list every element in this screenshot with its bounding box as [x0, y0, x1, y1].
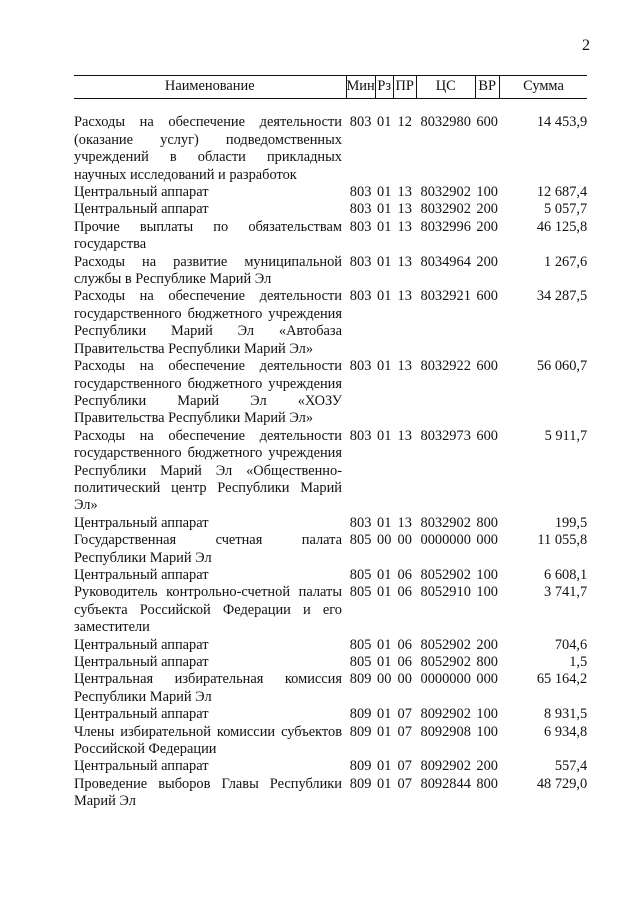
row-rz: 01	[377, 636, 392, 653]
row-min: 805	[349, 654, 372, 670]
row-name: Центральная избирательная комиссия Республики Марий Эл	[74, 671, 342, 705]
row-sum: 5 057,7	[544, 201, 588, 218]
row-name: Проведение выборов Главы Республики Марий Эл	[74, 775, 342, 810]
table-row	[74, 584, 587, 636]
row-rz: 01	[377, 201, 392, 218]
row-rz: 01	[377, 566, 392, 583]
row-vr: 200	[476, 253, 498, 270]
row-cs: 8032922	[420, 358, 471, 375]
row-cs: 8092908	[420, 723, 471, 740]
row-rz: 01	[377, 288, 392, 305]
page-number: 2	[582, 37, 590, 54]
row-sum: 199,5	[554, 514, 588, 531]
table-header-row	[74, 76, 587, 99]
row-pr: 07	[397, 775, 412, 792]
row-sum: 48 729,0	[536, 775, 588, 792]
row-vr: 000	[476, 532, 498, 549]
table-row	[74, 288, 587, 358]
row-rz: 01	[377, 723, 392, 740]
row-cs: 8052902	[420, 636, 471, 653]
row-pr: 00	[397, 671, 412, 688]
table-row	[74, 724, 587, 759]
row-name: Центральный аппарат	[74, 758, 209, 775]
row-rz: 00	[377, 532, 392, 549]
header-pr: ПР	[393, 76, 416, 99]
row-pr: 06	[397, 636, 412, 653]
table-row	[74, 358, 587, 428]
row-name: Члены избирательной комиссии субъектов Российской Федерации	[74, 723, 342, 758]
row-pr: 13	[397, 253, 412, 270]
row-vr: 100	[476, 723, 498, 740]
row-cs: 8032902	[420, 514, 471, 531]
row-cs: 8032996	[420, 218, 471, 235]
row-cs: 8032973	[420, 427, 471, 444]
row-vr: 200	[476, 636, 498, 653]
row-rz: 01	[377, 584, 392, 601]
row-rz: 00	[377, 671, 392, 688]
row-vr: 600	[476, 358, 498, 375]
row-min: 805	[349, 636, 372, 653]
table-row	[74, 515, 587, 532]
row-vr: 600	[476, 427, 498, 444]
row-min: 803	[349, 514, 372, 531]
row-name: Центральный аппарат	[74, 514, 209, 531]
table-row	[74, 219, 587, 254]
row-sum: 704,6	[554, 636, 588, 653]
row-cs: 8032902	[420, 184, 471, 201]
row-vr: 600	[476, 288, 498, 305]
row-rz: 01	[377, 427, 392, 444]
row-sum: 557,4	[554, 758, 588, 775]
row-pr: 13	[397, 427, 412, 444]
row-name: Центральный аппарат	[74, 706, 209, 723]
table-row	[74, 184, 587, 201]
table-row	[74, 254, 587, 289]
row-name: Государственная счетная палата Республики Марий Эл	[74, 532, 342, 566]
row-rz: 01	[377, 706, 392, 723]
row-vr: 000	[476, 671, 498, 688]
row-rz: 01	[377, 218, 392, 235]
row-min: 803	[349, 288, 372, 305]
row-pr: 07	[397, 758, 412, 775]
row-cs: 8052910	[420, 584, 471, 601]
row-sum: 14 453,9	[536, 114, 588, 131]
row-pr: 13	[397, 358, 412, 375]
header-rz: Рз	[375, 76, 393, 99]
row-min: 809	[349, 723, 372, 740]
row-cs: 8032980	[420, 114, 471, 131]
table-row	[74, 654, 587, 671]
row-min: 803	[349, 201, 372, 218]
row-name: Расходы на развитие муниципальной службы в Республике Марий Эл	[74, 253, 342, 288]
row-min: 803	[349, 114, 372, 131]
header-vr: ВР	[475, 76, 499, 99]
header-cs: ЦС	[416, 76, 475, 99]
row-pr: 07	[397, 706, 412, 723]
row-vr: 600	[476, 114, 498, 131]
row-pr: 06	[397, 654, 412, 670]
row-cs: 8052902	[420, 566, 471, 583]
row-sum: 1 267,6	[544, 253, 588, 270]
row-name: Центральный аппарат	[74, 566, 209, 583]
row-cs: 8092902	[420, 706, 471, 723]
row-sum: 8 931,5	[544, 706, 588, 723]
row-cs: 8034964	[420, 253, 471, 270]
row-rz: 01	[377, 114, 392, 131]
row-sum: 65 164,2	[536, 671, 588, 688]
row-name: Прочие выплаты по обязательствам государства	[74, 218, 342, 253]
row-min: 803	[349, 358, 372, 375]
row-vr: 200	[476, 758, 498, 775]
table-body	[74, 99, 587, 811]
row-cs: 8032902	[420, 201, 471, 218]
row-vr: 800	[476, 514, 498, 531]
row-rz: 01	[377, 184, 392, 201]
row-vr: 100	[476, 184, 498, 201]
row-sum: 11 055,8	[537, 532, 588, 549]
row-vr: 800	[476, 775, 498, 792]
row-vr: 200	[476, 218, 498, 235]
row-cs: 0000000	[420, 532, 471, 549]
row-cs: 8052902	[420, 654, 471, 670]
row-sum: 34 287,5	[536, 288, 588, 305]
row-pr: 06	[397, 584, 412, 601]
row-cs: 0000000	[420, 671, 471, 688]
row-vr: 100	[476, 584, 498, 601]
table-row	[74, 567, 587, 584]
row-pr: 13	[397, 201, 412, 218]
table-row	[74, 637, 587, 654]
row-cs: 8032921	[420, 288, 471, 305]
row-rz: 01	[377, 654, 392, 670]
table-row	[74, 758, 587, 775]
row-min: 805	[349, 532, 372, 549]
row-name: Расходы на обеспечение деятельности государственного бюджетного учреждения Республики Марий Эл «Общественно-политический центр Республики Марий Эл»	[74, 427, 342, 514]
row-name: Центральный аппарат	[74, 184, 209, 201]
table-row	[74, 99, 587, 184]
row-pr: 13	[397, 218, 412, 235]
row-pr: 13	[397, 288, 412, 305]
row-rz: 01	[377, 758, 392, 775]
row-name: Центральный аппарат	[74, 201, 209, 218]
row-rz: 01	[377, 358, 392, 375]
row-sum: 46 125,8	[536, 218, 588, 235]
row-min: 803	[349, 253, 372, 270]
table-row	[74, 706, 587, 723]
row-vr: 100	[476, 566, 498, 583]
row-min: 803	[349, 427, 372, 444]
row-pr: 13	[397, 184, 412, 201]
row-rz: 01	[377, 775, 392, 792]
row-sum: 6 608,1	[544, 566, 588, 583]
row-name: Расходы на обеспечение деятельности государственного бюджетного учреждения Республики Марий Эл «Автобаза Правительства Республики Марий Эл»	[74, 288, 342, 357]
row-cs: 8092902	[420, 758, 471, 775]
row-vr: 800	[476, 654, 498, 670]
row-name: Расходы на обеспечение деятельности (оказание услуг) подведомственных учреждений в области прикладных научных исследований и разработок	[74, 114, 342, 183]
row-pr: 13	[397, 514, 412, 531]
row-min: 803	[349, 184, 372, 201]
row-vr: 200	[476, 201, 498, 218]
row-min: 809	[349, 775, 372, 792]
row-vr: 100	[476, 706, 498, 723]
table-row	[74, 532, 587, 567]
row-pr: 00	[397, 532, 412, 549]
row-sum: 5 911,7	[544, 427, 588, 444]
row-pr: 07	[397, 723, 412, 740]
row-pr: 12	[397, 114, 412, 131]
table-row	[74, 201, 587, 218]
row-min: 809	[349, 706, 372, 723]
row-sum: 1,5	[569, 654, 588, 670]
row-name: Центральный аппарат	[74, 636, 209, 653]
budget-table	[74, 75, 587, 811]
row-sum: 56 060,7	[536, 358, 588, 375]
row-name: Руководитель контрольно-счетной палаты субъекта Российской Федерации и его заместители	[74, 584, 342, 636]
table-row	[74, 776, 587, 811]
table-row	[74, 428, 587, 515]
row-min: 803	[349, 218, 372, 235]
row-rz: 01	[377, 514, 392, 531]
row-sum: 3 741,7	[544, 584, 588, 601]
row-cs: 8092844	[420, 775, 471, 792]
row-min: 809	[349, 671, 372, 688]
row-name: Расходы на обеспечение деятельности государственного бюджетного учреждения Республики Марий Эл «ХОЗУ Правительства Республики Марий Эл»	[74, 358, 342, 427]
row-min: 805	[349, 584, 372, 601]
header-name: Наименование	[74, 76, 346, 99]
row-sum: 6 934,8	[544, 723, 588, 740]
row-name: Центральный аппарат	[74, 654, 209, 670]
row-min: 809	[349, 758, 372, 775]
header-sum: Сумма	[499, 76, 587, 99]
row-pr: 06	[397, 566, 412, 583]
header-min: Мин	[346, 76, 375, 99]
row-sum: 12 687,4	[536, 184, 588, 201]
row-rz: 01	[377, 253, 392, 270]
table-row	[74, 671, 587, 706]
row-min: 805	[349, 566, 372, 583]
